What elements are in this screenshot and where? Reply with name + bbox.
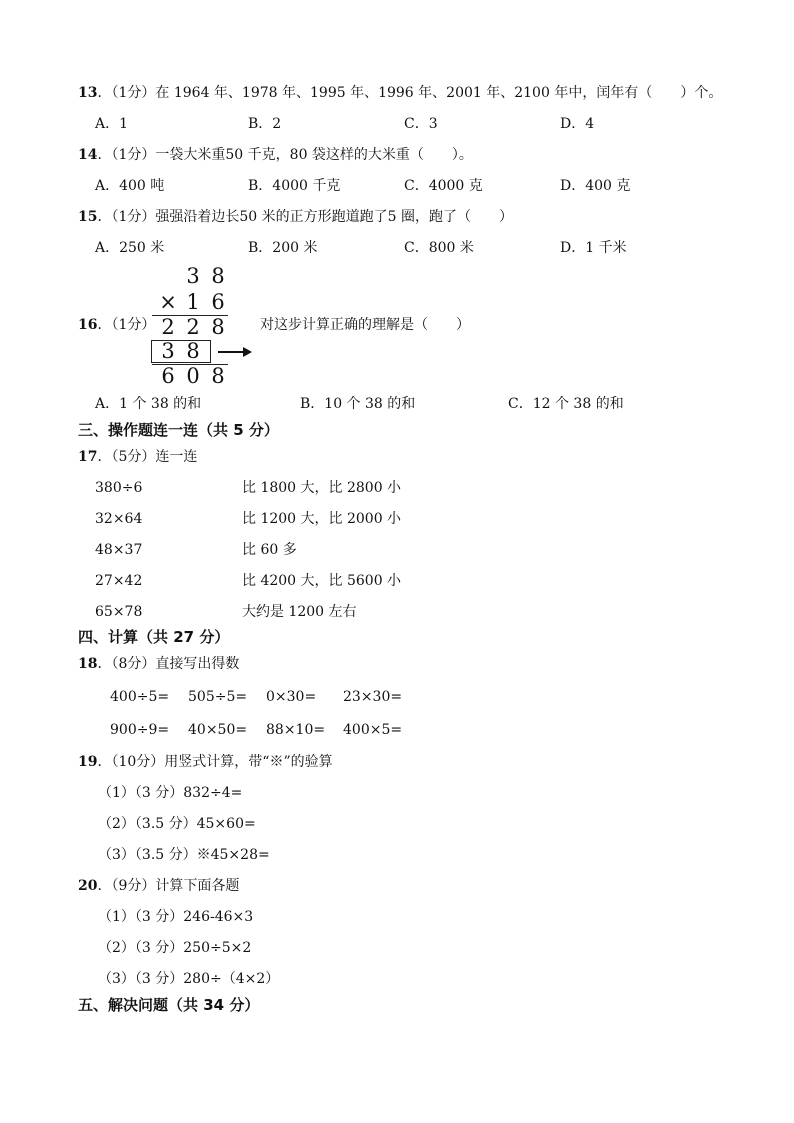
- question-text: ．（10分）用竖式计算，带“※”的验算: [97, 754, 333, 770]
- q16-option-b: B．10 个 38 的和: [300, 396, 416, 412]
- match-left-item: 32×64: [95, 511, 143, 527]
- question-number: 18: [78, 656, 98, 672]
- match-right-item: 比 60 多: [242, 542, 297, 558]
- match-right-item: 比 1800 大，比 2800 小: [242, 480, 402, 496]
- oral-calc-item: 900÷9=: [110, 722, 170, 738]
- section-5-heading: 五、解决问题（共 34 分）: [78, 996, 260, 1014]
- q15-option-b: B．200 米: [248, 240, 318, 256]
- digit: 8: [186, 339, 200, 363]
- q16-option-a: A．1 个 38 的和: [95, 396, 202, 412]
- question-number: 17: [78, 449, 98, 465]
- match-left-item: 380÷6: [95, 480, 143, 496]
- digit: 8: [211, 364, 225, 388]
- oral-calc-item: 505÷5=: [188, 689, 248, 705]
- digit: 2: [161, 315, 175, 339]
- question-number: 15: [78, 209, 98, 225]
- question-14: [78, 146, 473, 164]
- q14-option-b: B．4000 千克: [248, 178, 341, 194]
- question-number: 16: [78, 317, 98, 333]
- match-left-item: 48×37: [95, 542, 143, 558]
- digit: 3: [186, 264, 200, 288]
- question-number: 19: [78, 754, 98, 770]
- question-text: ．（5分）连一连: [97, 449, 198, 465]
- section-3-heading: 三、操作题连一连（共 5 分）: [78, 421, 279, 439]
- digit: 6: [211, 290, 225, 314]
- section-4-heading: 四、计算（共 27 分）: [78, 628, 230, 646]
- q13-option-b: B．2: [248, 116, 282, 132]
- digit: 8: [211, 315, 225, 339]
- question-13: [78, 84, 722, 102]
- oral-calc-item: 400×5=: [343, 722, 403, 738]
- q13-option-c: C．3: [404, 116, 438, 132]
- match-left-item: 27×42: [95, 573, 143, 589]
- match-right-item: 大约是 1200 左右: [242, 604, 357, 620]
- q14-option-a: A．400 吨: [95, 178, 165, 194]
- question-number: 20: [78, 878, 98, 894]
- question-text: ．（8分）直接写出得数: [97, 656, 240, 672]
- oral-calc-item: 23×30=: [343, 689, 403, 705]
- q13-option-a: A．1: [95, 116, 129, 132]
- sub-question: （3）（3 分）280÷（4×2）: [98, 971, 280, 987]
- oral-calc-item: 88×10=: [266, 722, 326, 738]
- digit: 0: [186, 364, 200, 388]
- question-18: [78, 655, 239, 673]
- question-17: [78, 448, 197, 466]
- match-right-item: 比 1200 大，比 2000 小: [242, 511, 402, 527]
- q15-option-a: A．250 米: [95, 240, 165, 256]
- question-number: 14: [78, 147, 98, 163]
- multiply-sign: ×: [159, 290, 177, 314]
- digit: 1: [186, 290, 200, 314]
- oral-calc-item: 0×30=: [266, 689, 317, 705]
- q14-option-c: C．4000 克: [404, 178, 483, 194]
- digit: 2: [186, 315, 200, 339]
- match-right-item: 比 4200 大，比 5600 小: [242, 573, 402, 589]
- digit: 8: [211, 264, 225, 288]
- question-prefix: ．（1分）: [97, 317, 156, 333]
- q15-option-c: C．800 米: [404, 240, 474, 256]
- q15-option-d: D．1 千米: [560, 240, 627, 256]
- sub-question: （2）（3 分）250÷5×2: [98, 940, 252, 956]
- question-text: ．（9分）计算下面各题: [97, 878, 240, 894]
- arrow-right-icon: [216, 345, 254, 359]
- oral-calc-item: 40×50=: [188, 722, 248, 738]
- question-text: ．（1分）一袋大米重50 千克，80 袋这样的大米重（ ）。: [97, 147, 473, 163]
- question-number: 13: [78, 85, 98, 101]
- sub-question: （2）（3.5 分）45×60=: [98, 816, 256, 832]
- question-15: [78, 208, 513, 226]
- question-text: ．（1分）强强沿着边长50 米的正方形跑道跑了5 圈，跑了（ ）: [97, 209, 514, 225]
- question-16-text: 对这步计算正确的理解是（ ）: [260, 317, 470, 333]
- q14-option-d: D．400 克: [560, 178, 631, 194]
- sub-question: （1）（3 分）246-46×3: [98, 909, 254, 925]
- q13-option-d: D．4: [560, 116, 595, 132]
- digit: 3: [161, 339, 175, 363]
- question-20: [78, 877, 239, 895]
- question-text: ．（1分）在 1964 年、1978 年、1995 年、1996 年、2001 年、2100 年中，闰年有（ ）个。: [97, 85, 723, 101]
- question-19: [78, 753, 333, 771]
- match-left-item: 65×78: [95, 604, 143, 620]
- question-16: [78, 316, 155, 334]
- oral-calc-item: 400÷5=: [110, 689, 170, 705]
- sub-question: （1）（3 分）832÷4=: [98, 785, 243, 801]
- sub-question: （3）（3.5 分）※45×28=: [98, 847, 270, 863]
- q16-option-c: C．12 个 38 的和: [508, 396, 624, 412]
- digit: 6: [161, 364, 175, 388]
